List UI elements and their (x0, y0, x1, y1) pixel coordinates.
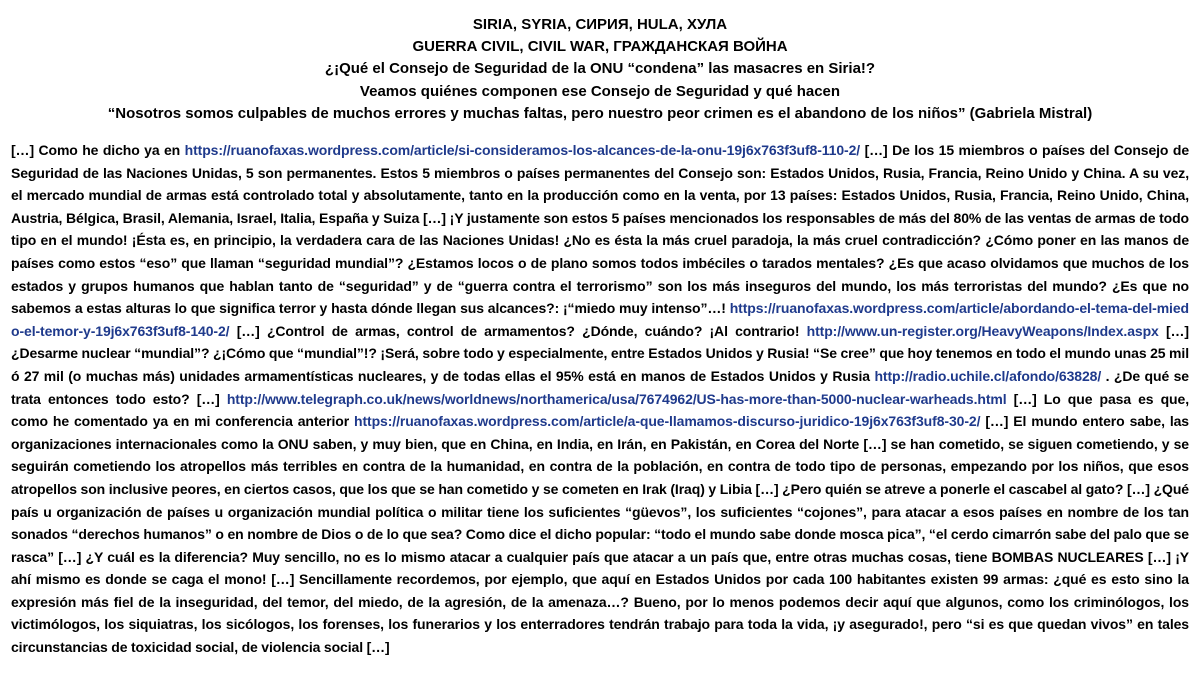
body-text-segment: […] ¿Control de armas, control de armamentos? ¿Dónde, cuándo? ¡Al contrario! (229, 322, 807, 339)
body-text-segment: . ¿De qué se trata entonces todo esto? […] (11, 367, 1189, 407)
body-text-segment: […] El mundo entero sabe, las organizaciones internacionales como la ONU saben, y muy bien, que en China, en India, en Irán, en Pakistán, en Corea del Norte […] se han cometido, se siguen cometiendo, y se seguirán cometiendo los atropellos más terribles en contra de la humanidad, en contra de la población, en contra de todo tipo de personas, empezando por los niños, que esos atropellos son inclusive peores, en ciertos casos, que los que se han cometido y se cometen en Irak (Iraq) y Libia […] ¿Pero quién se atreve a ponerle el cascabel al gato? […] ¿Qué país u organización de países u organización mundial política o militar tiene los suficientes “güevos”, los suficientes “cojones”, para atacar a esos países en nombre de los tan sonados “derechos humanos” o en nombre de Dios o de lo que sea? Como dice el dicho popular: “todo el mundo sabe donde mosca pica”, “el cerdo cimarrón sabe del palo que se rasca” […] ¿Y cuál es la diferencia? Muy sencillo, no es lo mismo atacar a cualquier país que atacar a un país que, entre otras muchas cosas, tiene BOMBAS NUCLEARES […] ¡Y ahí mismo es donde se caga el mono! […] Sencillamente recordemos, por ejemplo, que aquí en Estados Unidos por cada 100 habitantes existen 99 armas: ¿qué es esto sino la expresión más fiel de la inseguridad, del temor, del miedo, de la agresión, de la amenaza…? Bueno, por lo menos podemos decir aquí que algunos, como los criminólogos, los victimólogos, los siquiatras, los sicólogos, los forenses, los funerarios y los enterradores tendrán trabajo para toda la vida, ¡y asegurado!, pero “si es que quedan vivos” en tales circunstancias de toxicidad social, de violencia social […] (11, 413, 1189, 656)
header-title-line: SIRIA, SYRIA, СИРИЯ, HULA, ХУЛА (472, 16, 728, 33)
header-quote-line: “Nosotros somos culpables de muchos errores y muchas faltas, pero nuestro peor crimen es el abandono de los niños” (Gabriela Mistral) (107, 104, 1093, 122)
body-paragraph (11, 139, 1189, 659)
link-un-register[interactable]: http://www.un-register.org/HeavyWeapons/Index.aspx (806, 322, 1159, 339)
link-discurso-juridico[interactable]: https://ruanofaxas.wordpress.com/article/a-que-llamamos-discurso-juridico-19j6x763f3uf8-30-2/ (354, 413, 981, 430)
link-miedo-temor[interactable]: https://ruanofaxas.wordpress.com/article/abordando-el-tema-del-miedo-el-temor-y-19j6x763f3uf8-140-2/ (11, 300, 1189, 339)
link-onu-alcances[interactable]: https://ruanofaxas.wordpress.com/article/si-consideramos-los-alcances-de-la-onu-19j6x763f3uf8-110-2/ (184, 142, 861, 159)
body-text-segment: […] Lo que pasa es que, como he comentado ya en mi conferencia anterior (11, 390, 1189, 430)
header-question-line: ¿¡Qué el Consejo de Seguridad de la ONU “condena” las masacres en Siria!? (324, 60, 876, 78)
body-text-segment: […] ¿Desarme nuclear “mundial”? ¿¡Cómo que “mundial”!? ¡Será, sobre todo y especialmente, entre Estados Unidos y Rusia! “Se cree” que hoy tenemos en todo el mundo unas 25 mil ó 27 mil (o muchas más) unidades armamentísticas nucleares, y de todas ellas el 95% está en manos de Estados Unidos y Rusia (11, 322, 1189, 384)
body-text-segment: […] De los 15 miembros o países del Consejo de Seguridad de las Naciones Unidas, 5 son permanentes. Estos 5 miembros o países permanentes del Consejo son: Estados Unidos, Rusia, Francia, Reino Unido y China. A su vez, el mercado mundial de armas está controlado total y absolutamente, tanto en la producción como en la venta, por 13 países: Estados Unidos, Rusia, Francia, Reino Unido, China, Austria, Bélgica, Brasil, Alemania, Israel, Italia, España y Suiza […] ¡Y justamente son estos 5 países mencionados los responsables de más del 80% de las ventas de armas de todo tipo en el mundo! ¡Ésta es, en principio, la verdadera cara de las Naciones Unidas! ¿No es ésta la más cruel paradoja, la más cruel contradicción? ¿Cómo poner en las manos de países como estos “eso” que llaman “seguridad mundial”? ¿Estamos locos o de plano somos todos imbéciles o tarados mentales? ¿Es que acaso olvidamos que muchos de los estados y grupos humanos que hablan tanto de “seguridad” y de “guerra contra el terrorismo” son los más inseguros del mundo, los más terroristas del mundo? ¿Es que no sabemos a estas alturas lo que significa terror y hasta dónde llegan sus alcances?: ¡“miedo muy intenso”…! (11, 142, 1189, 317)
link-radio-uchile[interactable]: http://radio.uchile.cl/afondo/63828/ (874, 367, 1102, 384)
link-telegraph[interactable]: http://www.telegraph.co.uk/news/worldnews/northamerica/usa/7674962/US-has-more-than-5000-nuclear-warheads.html (226, 390, 1007, 407)
document-header (11, 14, 1189, 125)
body-text-segment: […] Como he dicho ya en (11, 142, 185, 159)
header-subtitle-line: GUERRA CIVIL, CIVIL WAR, ГРАЖДАНСКАЯ ВОЙНА (412, 38, 788, 56)
header-intro-line: Veamos quiénes componen ese Consejo de Seguridad y qué hacen (359, 82, 841, 100)
